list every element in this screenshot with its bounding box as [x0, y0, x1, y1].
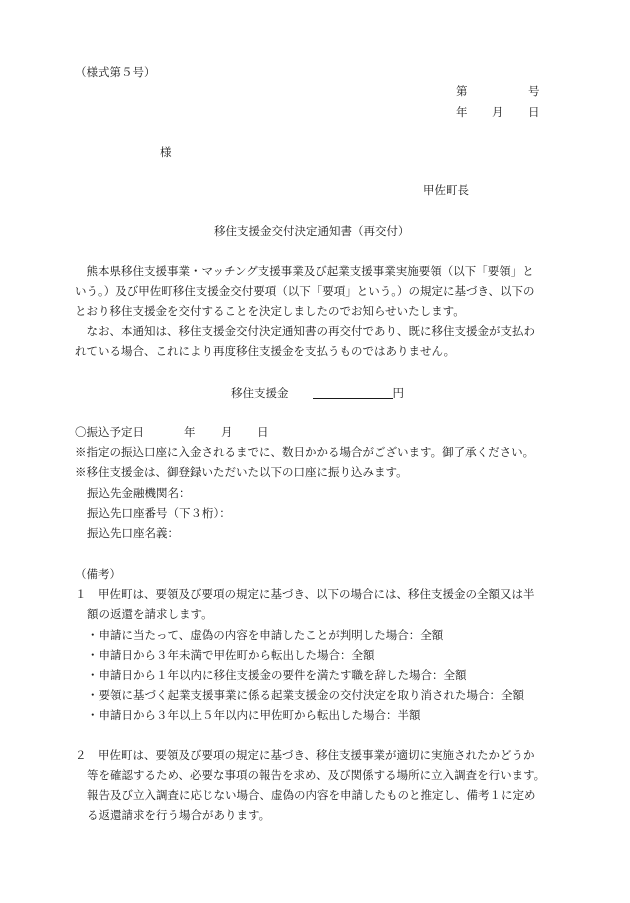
remark-2-line: 報告及び立入調査に応じない場合、虚偽の内容を申請したものと推定し、備考１に定め [87, 788, 536, 802]
remark-2-line: 甲佐町は、要領及び要項の規定に基づき、移住支援事業が適切に実施されたかどうか [98, 748, 535, 762]
remark-2-number: ２ [75, 748, 87, 762]
account-number-field: 振込先口座番号（下３桁）： [87, 506, 231, 520]
addressee-suffix: 様 [160, 145, 172, 159]
payment-day: 日 [257, 425, 269, 439]
amount-row [231, 386, 404, 400]
date-day: 日 [528, 105, 540, 119]
remark-1-bullet: ・申請日から１年以内に移住支援金の要件を満たす職を辞した場合：全額 [87, 668, 467, 682]
amount-label: 移住支援金 [231, 386, 289, 400]
bank-name-field: 振込先金融機関名： [87, 486, 191, 500]
number-suffix: 号 [528, 84, 540, 98]
remark-1-bullet: ・申請日から３年以上５年以内に甲佐町から転出した場合：半額 [87, 708, 421, 722]
number-prefix: 第 [456, 84, 468, 98]
remark-2-line: る返還請求を行う場合があります。 [87, 808, 271, 822]
date-month: 月 [492, 105, 504, 119]
body-paragraph-2-line: れている場合、これにより再度移住支援金を支払うものではありません。 [75, 344, 456, 358]
remark-1-bullet: ・申請に当たって、虚偽の内容を申請したことが判明した場合：全額 [87, 628, 444, 642]
remarks-heading: （備考） [75, 567, 121, 581]
remark-1-bullet: ・要領に基づく起業支援事業に係る起業支援金の交付決定を取り消された場合：全額 [87, 688, 524, 702]
body-paragraph-1-line: とおり移住支援金を交付することを決定しましたのでお知らせいたします。 [75, 304, 465, 318]
payment-note: ※移住支援金は、御登録いただいた以下の口座に振り込みます。 [75, 465, 408, 479]
issuer: 甲佐町長 [423, 183, 469, 197]
payment-month: 月 [221, 425, 233, 439]
body-paragraph-1-line: いう。）及び甲佐町移住支援金交付要項（以下「要項」という。）の規定に基づき、以下の [75, 284, 535, 298]
amount-unit: 円 [392, 386, 404, 400]
date-year: 年 [456, 105, 468, 119]
body-paragraph-1-line: 熊本県移住支援事業・マッチング支援事業及び起業支援事業実施要領（以下「要領」と [75, 264, 534, 278]
payment-scheduled-label: 〇振込予定日 [75, 425, 144, 439]
payment-note: ※指定の振込口座に入金されるまでに、数日かかる場合がございます。御了承ください。 [75, 445, 535, 459]
amount-blank [313, 386, 393, 399]
remark-2-line: 等を確認するため、必要な事項の報告を求め、及び関係する場所に立入調査を行います。 [87, 768, 546, 782]
body-paragraph-2-line: なお、本通知は、移住支援金交付決定通知書の再交付であり、既に移住支援金が支払わ [75, 324, 535, 338]
remark-1-bullet: ・申請日から３年未満で甲佐町から転出した場合：全額 [87, 648, 375, 662]
remark-1-line: 甲佐町は、要領及び要項の規定に基づき、以下の場合には、移住支援金の全額又は半 [98, 587, 535, 601]
account-holder-field: 振込先口座名義： [87, 526, 179, 540]
remark-1-number: １ [75, 587, 87, 601]
document-title: 移住支援金交付決定通知書（再交付） [214, 224, 410, 238]
remark-1-line: 額の返還を請求します。 [87, 607, 213, 621]
payment-year: 年 [184, 425, 196, 439]
form-label: （様式第５号） [75, 65, 156, 79]
